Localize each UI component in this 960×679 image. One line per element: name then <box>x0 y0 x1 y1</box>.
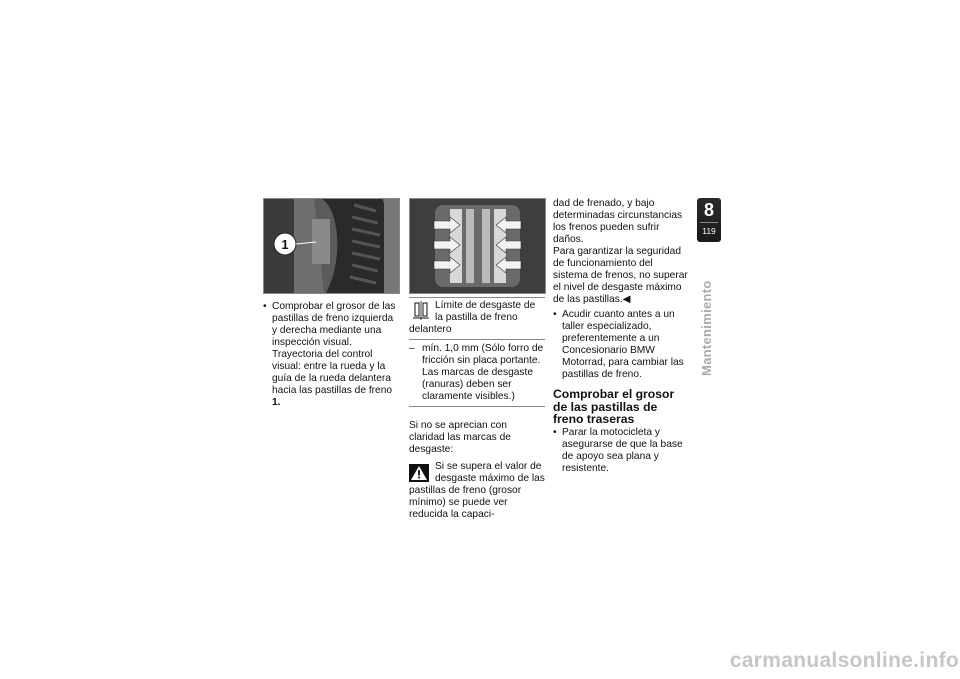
chapter-tab <box>697 198 721 242</box>
column-1 <box>263 198 400 409</box>
park-motorcycle-step: • Parar la motocicleta y asegurarse de que la base de apoyo sea plana y resistente. <box>553 427 689 475</box>
safety-paragraph: Para garantizar la seguridad de funcionamiento del sistema de frenos, no superar el nivel de desgaste máximo de las pastillas.◀ <box>553 246 688 305</box>
check-front-pads-step: • Comprobar el grosor de las pastillas de freno izquierda y derecha mediante una inspección visual. Trayectoria del control visual: entre la rueda y la guía de la rueda delantera hacia las pastillas de freno 1. <box>263 301 400 409</box>
wear-limit-spec <box>409 297 545 407</box>
spec-value: – mín. 1,0 mm (Sólo forro de fricción sin placa portante. Las marcas de desgaste (ranuras) deben ser claramente visibles.) <box>409 343 545 403</box>
visit-workshop-step: • Acudir cuanto antes a un taller especializado, preferentemente a un Concesionario BMW Motorrad, para cambiar las pastillas de freno. <box>553 309 689 381</box>
front-brake-photo <box>263 198 400 294</box>
watermark: carmanualsonline.info <box>569 643 959 679</box>
rear-pads-heading: Comprobar el grosor de las pastillas de freno traseras <box>553 387 675 426</box>
brake-pad-wear-photo <box>409 198 546 294</box>
brake-pad-spec-icon <box>413 301 429 321</box>
unclear-marks-paragraph: Si no se aprecian con claridad las marcas de desgaste: <box>409 420 511 455</box>
column-2 <box>409 198 545 521</box>
spec-title: Límite de desgaste de la pastilla de freno delantero <box>409 300 536 335</box>
chapter-divider <box>700 222 718 223</box>
warning-continuation: dad de frenado, y bajo determinadas circunstancias los frenos pueden sufrir daños. <box>553 198 683 245</box>
photo-label: 1 <box>281 237 289 252</box>
chapter-number: 8 <box>703 200 714 220</box>
page-number: 119 <box>702 226 716 236</box>
chapter-side-label: Mantenimiento <box>699 280 714 376</box>
wear-warning: Si se supera el valor de desgaste máximo de las pastillas de freno (grosor mínimo) se puede ver reducida la capaci- <box>409 461 545 520</box>
warning-icon <box>409 464 429 482</box>
column-3 <box>553 198 689 475</box>
